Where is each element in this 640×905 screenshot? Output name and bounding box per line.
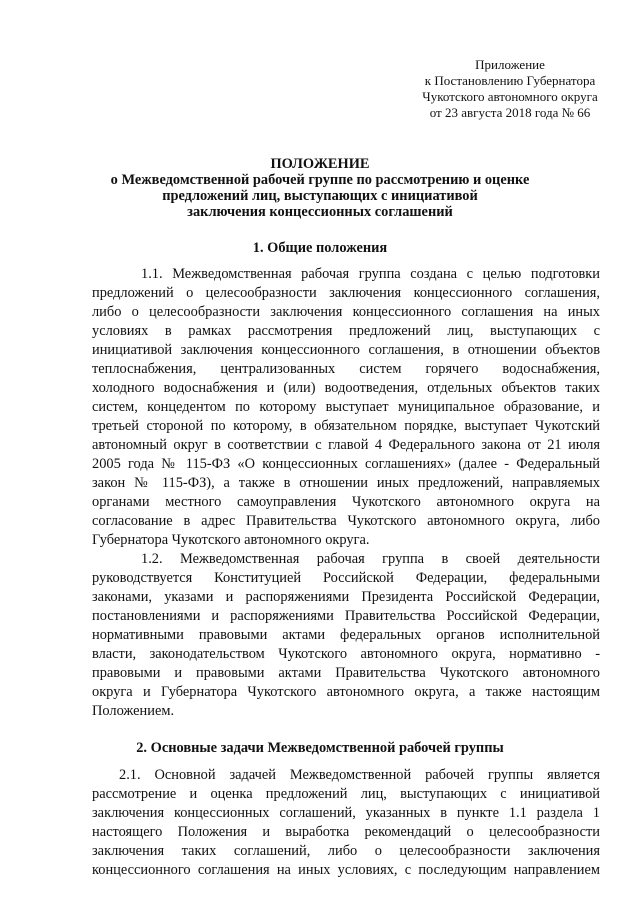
- paragraph-line: холодного водоснабжения и (или) водоотведения, отдельных объектов таких: [92, 380, 600, 396]
- paragraph-line: инициативой заключения концессионного соглашения, в отношении объектов: [92, 342, 600, 358]
- paragraph-line: теплоснабжения, централизованных систем горячего водоснабжения,: [92, 361, 600, 377]
- paragraph-line: правовыми и правовыми актами Правительства Чукотского автономного: [92, 665, 600, 681]
- paragraph-line: органами местного самоуправления Чукотского автономного округа на: [92, 494, 600, 510]
- paragraph-line: предложений о целесообразности заключения концессионного соглашения,: [92, 285, 600, 301]
- paragraph-line: настоящего Положения и выработка рекомендаций о целесообразности: [92, 824, 600, 840]
- title-subtitle-line: о Межведомственной рабочей группе по рассмотрению и оценке: [110, 172, 530, 188]
- paragraph-line: систем, концедентом по которому выступает муниципальное образование, и: [92, 399, 600, 415]
- paragraph-line: 2.1. Основной задачей Межведомственной рабочей группы является: [119, 767, 600, 783]
- title-subtitle-line: заключения концессионных соглашений: [187, 204, 453, 220]
- appendix-block: [380, 57, 640, 121]
- appendix-label: Приложение: [475, 57, 545, 72]
- paragraph-line: нормативными правовыми актами федеральных органов исполнительной: [92, 627, 600, 643]
- paragraph-line: заключения таких соглашений, либо о целесообразности заключения: [92, 843, 600, 859]
- paragraph-line: условиях в рамках рассмотрения предложений лиц, выступающих с: [92, 323, 600, 339]
- paragraph-line: постановлениями и распоряжениями Правительства Российской Федерации,: [92, 608, 600, 624]
- paragraph-line: округа и Губернатора Чукотского автономного округа, а также настоящим: [92, 684, 600, 700]
- paragraph-line: власти, законодательством Чукотского автономного округа, нормативно -: [92, 646, 600, 662]
- appendix-region: Чукотского автономного округа: [422, 89, 598, 104]
- paragraph-line: Губернатора Чукотского автономного округа.: [92, 532, 370, 548]
- paragraph-line: закон № 115-ФЗ), а также в отношении иных предложений, направляемых: [92, 475, 600, 491]
- appendix-date-number: от 23 августа 2018 года № 66: [429, 105, 591, 120]
- paragraph-line: концессионного соглашения на иных условиях, с последующим направлением: [92, 862, 600, 878]
- title-subtitle-line: предложений лиц, выступающих с инициативой: [162, 188, 478, 204]
- paragraph-line: заключения концессионных соглашений, указанных в пункте 1.1 раздела 1: [92, 805, 600, 821]
- paragraph-line: автономный округ в соответствии с главой 4 Федерального закона от 21 июля: [92, 437, 600, 453]
- document-title: [0, 156, 640, 220]
- section-1-heading: 1. Общие положения: [252, 240, 388, 256]
- title-main: ПОЛОЖЕНИЕ: [270, 156, 370, 172]
- paragraph-line: законами, указами и распоряжениями Президента Российской Федерации,: [92, 589, 600, 605]
- paragraph-line: либо о целесообразности заключения концессионного соглашения на иных: [92, 304, 600, 320]
- paragraph-line: руководствуется Конституцией Российской Федерации, федеральными: [92, 570, 600, 586]
- paragraph-line: рассмотрение и оценка предложений лиц, выступающих с инициативой: [92, 786, 600, 802]
- paragraph-line: третьей стороной по которому, в обязательном порядке, выступает Чукотский: [92, 418, 600, 434]
- paragraph-line: Положением.: [92, 703, 175, 719]
- paragraph-line: согласование в адрес Правительства Чукотского автономного округа, либо: [92, 513, 600, 529]
- appendix-decree: к Постановлению Губернатора: [424, 73, 596, 88]
- paragraph-line: 1.2. Межведомственная рабочая группа в своей деятельности: [141, 551, 600, 567]
- section-2-heading: 2. Основные задачи Межведомственной рабочей группы: [136, 740, 504, 756]
- paragraph-line: 1.1. Межведомственная рабочая группа создана с целью подготовки: [141, 266, 600, 282]
- paragraph-line: 2005 года № 115-ФЗ «О концессионных соглашениях» (далее - Федеральный: [92, 456, 600, 472]
